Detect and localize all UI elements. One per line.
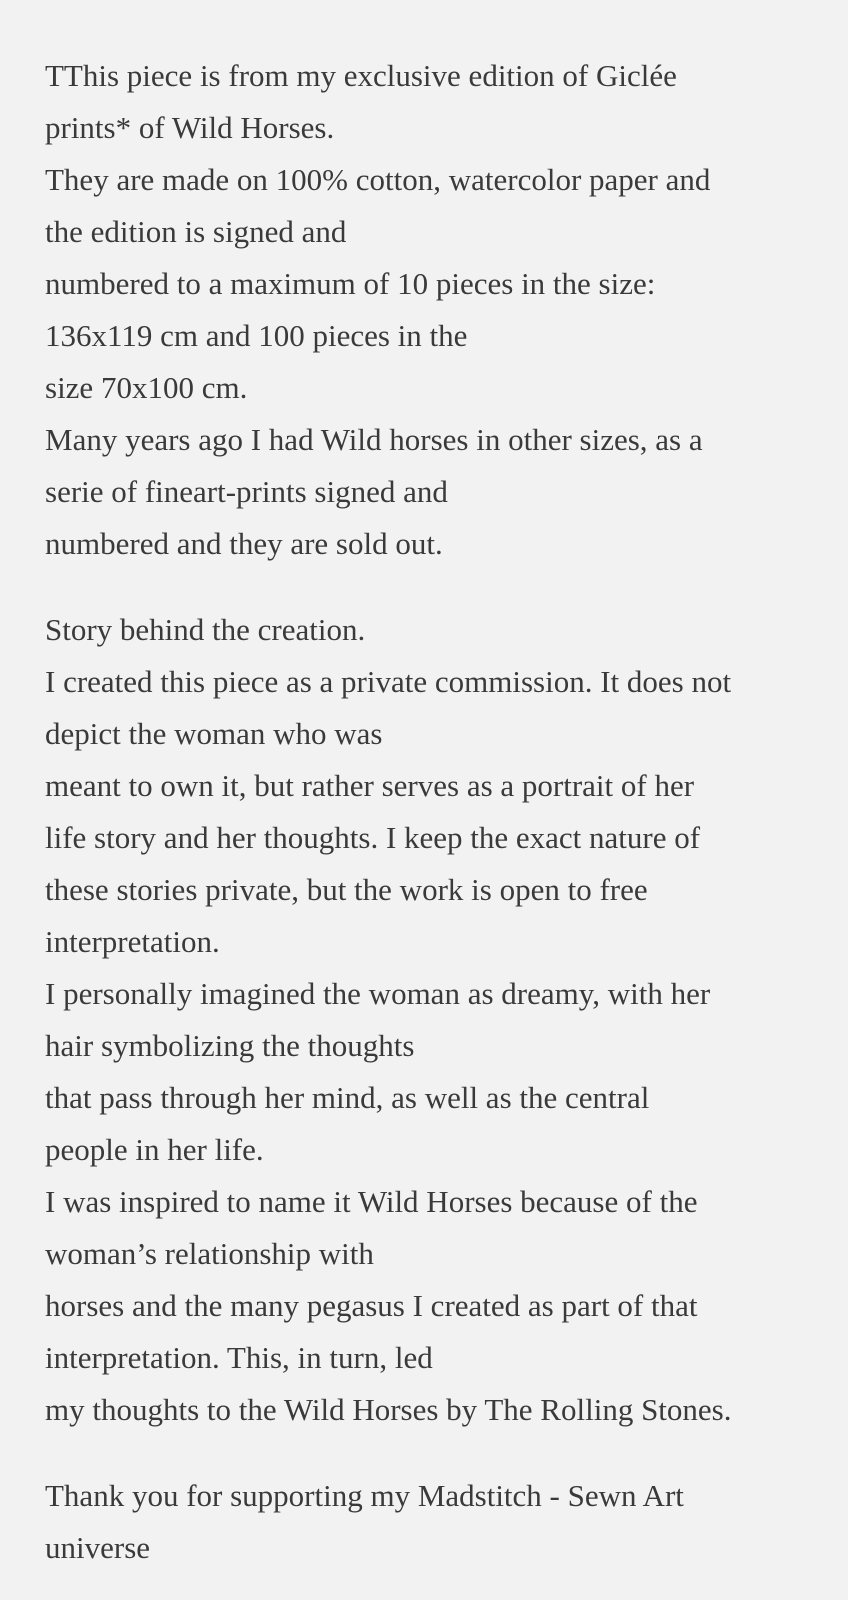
- paragraph-gap: [45, 570, 808, 604]
- text-line: interpretation. This, in turn, led: [45, 1340, 433, 1375]
- text-line: 136x119 cm and 100 pieces in the: [45, 318, 468, 353]
- text-line: Thank you for supporting my Madstitch - Sewn Art: [45, 1478, 684, 1513]
- story-paragraph: [45, 604, 808, 1436]
- text-line: life story and her thoughts. I keep the exact nature of: [45, 820, 701, 855]
- intro-paragraph: [45, 50, 808, 570]
- closing-paragraph: [45, 1470, 808, 1574]
- story-heading: Story behind the creation.: [45, 612, 366, 647]
- text-line: They are made on 100% cotton, watercolor paper and: [45, 162, 711, 197]
- text-line: numbered to a maximum of 10 pieces in the size:: [45, 266, 656, 301]
- text-line: that pass through her mind, as well as the central: [45, 1080, 650, 1115]
- text-line: people in her life.: [45, 1132, 264, 1167]
- text-line: horses and the many pegasus I created as part of that: [45, 1288, 698, 1323]
- text-line: TThis piece is from my exclusive edition of Giclée: [45, 58, 677, 93]
- text-line: universe: [45, 1530, 151, 1565]
- text-line: my thoughts to the Wild Horses by The Rolling Stones.: [45, 1392, 732, 1427]
- text-line: hair symbolizing the thoughts: [45, 1028, 415, 1063]
- text-line: prints* of Wild Horses.: [45, 110, 335, 145]
- text-line: I personally imagined the woman as dreamy, with her: [45, 976, 711, 1011]
- text-line: depict the woman who was: [45, 716, 383, 751]
- text-line: Many years ago I had Wild horses in other sizes, as a: [45, 422, 703, 457]
- text-line: numbered and they are sold out.: [45, 526, 443, 561]
- text-line: interpretation.: [45, 924, 220, 959]
- paragraph-gap: [45, 1436, 808, 1470]
- text-line: meant to own it, but rather serves as a portrait of her: [45, 768, 695, 803]
- text-line: size 70x100 cm.: [45, 370, 248, 405]
- text-line: the edition is signed and: [45, 214, 347, 249]
- text-line: woman’s relationship with: [45, 1236, 374, 1271]
- text-line: I was inspired to name it Wild Horses because of the: [45, 1184, 698, 1219]
- text-line: serie of fineart-prints signed and: [45, 474, 448, 509]
- text-line: I created this piece as a private commission. It does not: [45, 664, 732, 699]
- text-line: these stories private, but the work is open to free: [45, 872, 648, 907]
